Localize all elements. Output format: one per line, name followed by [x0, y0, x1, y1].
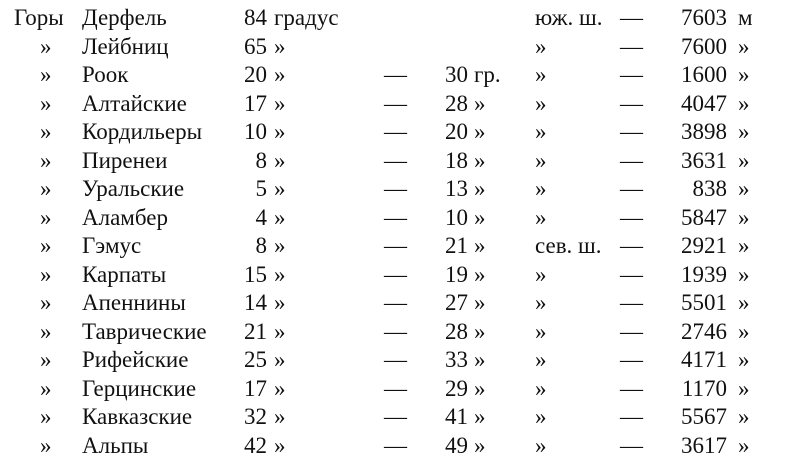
latitude-from: 8 [255, 148, 267, 173]
hemisphere: » [535, 119, 547, 144]
latitude-to: 29 [445, 376, 468, 401]
row-prefix: » [40, 148, 52, 173]
range-dash: — [384, 91, 407, 116]
height-unit: » [738, 34, 750, 59]
hemisphere: » [535, 433, 547, 458]
height-dash: — [620, 290, 643, 315]
range-dash: — [384, 233, 407, 258]
latitude-from: 32 [244, 404, 267, 429]
latitude-from: 20 [244, 62, 267, 87]
latitude-from-unit: » [274, 119, 286, 144]
height-unit: » [738, 91, 750, 116]
mountain-name: Рифейские [82, 347, 189, 372]
latitude-to-unit: » [474, 404, 486, 429]
latitude-to-unit: гр. [474, 62, 501, 87]
table-row [0, 175, 800, 203]
mountain-name: Аламбер [82, 205, 168, 230]
height-unit: » [738, 233, 750, 258]
height-unit: » [738, 262, 750, 287]
height-value: 2746 [681, 319, 727, 344]
height-value: 3898 [681, 119, 727, 144]
height-unit: » [738, 347, 750, 372]
height-dash: — [620, 205, 643, 230]
latitude-from-unit: » [274, 148, 286, 173]
latitude-to-unit: » [474, 319, 486, 344]
mountain-name: Герцинские [82, 376, 197, 401]
height-unit: м [738, 5, 753, 30]
table-row [0, 346, 800, 374]
latitude-to: 41 [445, 404, 468, 429]
latitude-to-unit: » [474, 376, 486, 401]
hemisphere: » [535, 34, 547, 59]
range-dash: — [384, 404, 407, 429]
latitude-from-unit: » [274, 290, 286, 315]
hemisphere: » [535, 262, 547, 287]
latitude-from: 10 [244, 119, 267, 144]
latitude-from: 21 [244, 319, 267, 344]
latitude-from-unit: » [274, 62, 286, 87]
latitude-from: 8 [255, 233, 267, 258]
height-dash: — [620, 319, 643, 344]
row-prefix: » [40, 233, 52, 258]
height-unit: » [738, 319, 750, 344]
hemisphere: » [535, 91, 547, 116]
hemisphere: » [535, 404, 547, 429]
row-prefix: » [40, 91, 52, 116]
hemisphere: » [535, 290, 547, 315]
row-prefix: » [40, 347, 52, 372]
hemisphere: юж. ш. [535, 5, 603, 30]
height-dash: — [620, 433, 643, 458]
row-prefix: » [40, 319, 52, 344]
range-dash: — [384, 205, 407, 230]
latitude-from: 42 [244, 433, 267, 458]
mountain-name: Таврические [82, 319, 207, 344]
height-dash: — [620, 404, 643, 429]
row-prefix: Горы [14, 5, 64, 30]
table-row [0, 261, 800, 289]
latitude-to: 28 [445, 91, 468, 116]
range-dash: — [384, 433, 407, 458]
latitude-from: 17 [244, 91, 267, 116]
table-row [0, 118, 800, 146]
height-value: 838 [692, 176, 727, 201]
row-prefix: » [40, 176, 52, 201]
height-value: 4047 [681, 91, 727, 116]
mountain-name: Гэмус [82, 233, 142, 258]
range-dash: — [384, 119, 407, 144]
height-dash: — [620, 262, 643, 287]
row-prefix: » [40, 433, 52, 458]
height-dash: — [620, 376, 643, 401]
row-prefix: » [40, 376, 52, 401]
hemisphere: » [535, 319, 547, 344]
height-dash: — [620, 148, 643, 173]
hemisphere: сев. ш. [535, 233, 602, 258]
mountain-name: Карпаты [82, 262, 167, 287]
table-row [0, 147, 800, 175]
mountain-name: Кавказские [82, 404, 193, 429]
row-prefix: » [40, 290, 52, 315]
latitude-to: 21 [445, 233, 468, 258]
latitude-from: 65 [244, 34, 267, 59]
latitude-to: 13 [445, 176, 468, 201]
mountain-name: Дерфель [82, 5, 167, 30]
height-value: 5501 [681, 290, 727, 315]
height-dash: — [620, 119, 643, 144]
mountain-name: Алтайские [82, 91, 187, 116]
latitude-from: 17 [244, 376, 267, 401]
latitude-from-unit: » [274, 404, 286, 429]
table-row [0, 232, 800, 260]
latitude-from-unit: » [274, 205, 286, 230]
latitude-from-unit: градус [274, 5, 339, 30]
height-unit: » [738, 404, 750, 429]
height-unit: » [738, 62, 750, 87]
height-value: 1600 [681, 62, 727, 87]
range-dash: — [384, 376, 407, 401]
row-prefix: » [40, 62, 52, 87]
hemisphere: » [535, 176, 547, 201]
height-unit: » [738, 290, 750, 315]
latitude-to-unit: » [474, 119, 486, 144]
latitude-from: 84 [244, 5, 267, 30]
height-value: 2921 [681, 233, 727, 258]
latitude-from-unit: » [274, 376, 286, 401]
height-value: 5847 [681, 205, 727, 230]
table-row [0, 318, 800, 346]
latitude-to-unit: » [474, 433, 486, 458]
latitude-to: 19 [445, 262, 468, 287]
range-dash: — [384, 176, 407, 201]
latitude-to: 28 [445, 319, 468, 344]
height-dash: — [620, 176, 643, 201]
latitude-to: 33 [445, 347, 468, 372]
latitude-from-unit: » [274, 233, 286, 258]
table-row [0, 432, 800, 460]
height-dash: — [620, 34, 643, 59]
hemisphere: » [535, 376, 547, 401]
height-dash: — [620, 62, 643, 87]
mountain-name: Роок [82, 62, 129, 87]
table-row [0, 403, 800, 431]
hemisphere: » [535, 347, 547, 372]
height-unit: » [738, 376, 750, 401]
latitude-to-unit: » [474, 91, 486, 116]
latitude-from: 15 [244, 262, 267, 287]
latitude-to-unit: » [474, 262, 486, 287]
height-dash: — [620, 91, 643, 116]
row-prefix: » [40, 119, 52, 144]
latitude-to: 10 [445, 205, 468, 230]
range-dash: — [384, 319, 407, 344]
latitude-from-unit: » [274, 319, 286, 344]
height-unit: » [738, 148, 750, 173]
latitude-from-unit: » [274, 347, 286, 372]
table-row [0, 90, 800, 118]
row-prefix: » [40, 262, 52, 287]
height-unit: » [738, 176, 750, 201]
hemisphere: » [535, 205, 547, 230]
latitude-from: 5 [255, 176, 267, 201]
range-dash: — [384, 290, 407, 315]
row-prefix: » [40, 205, 52, 230]
latitude-from-unit: » [274, 262, 286, 287]
height-value: 5567 [681, 404, 727, 429]
mountain-name: Кордильеры [82, 119, 203, 144]
latitude-from-unit: » [274, 91, 286, 116]
mountain-name: Апеннины [82, 290, 186, 315]
height-dash: — [620, 347, 643, 372]
table-row [0, 204, 800, 232]
latitude-to: 18 [445, 148, 468, 173]
mountain-name: Пиренеи [82, 148, 168, 173]
latitude-to: 20 [445, 119, 468, 144]
latitude-from-unit: » [274, 433, 286, 458]
latitude-from-unit: » [274, 176, 286, 201]
height-dash: — [620, 5, 643, 30]
height-dash: — [620, 233, 643, 258]
latitude-from: 14 [244, 290, 267, 315]
latitude-to-unit: » [474, 233, 486, 258]
latitude-to: 49 [445, 433, 468, 458]
mountain-name: Альпы [82, 433, 149, 458]
height-value: 7603 [681, 5, 727, 30]
table-row [0, 375, 800, 403]
height-value: 3617 [681, 433, 727, 458]
hemisphere: » [535, 62, 547, 87]
table-row [0, 4, 800, 32]
row-prefix: » [40, 404, 52, 429]
latitude-to: 30 [445, 62, 468, 87]
height-unit: » [738, 205, 750, 230]
table-row [0, 61, 800, 89]
range-dash: — [384, 262, 407, 287]
table-row [0, 289, 800, 317]
latitude-to-unit: » [474, 347, 486, 372]
latitude-to-unit: » [474, 176, 486, 201]
latitude-to-unit: » [474, 205, 486, 230]
latitude-from: 25 [244, 347, 267, 372]
height-unit: » [738, 119, 750, 144]
table-row [0, 33, 800, 61]
height-unit: » [738, 433, 750, 458]
latitude-from: 4 [255, 205, 267, 230]
hemisphere: » [535, 148, 547, 173]
latitude-to-unit: » [474, 148, 486, 173]
height-value: 1939 [681, 262, 727, 287]
latitude-from-unit: » [274, 34, 286, 59]
height-value: 3631 [681, 148, 727, 173]
range-dash: — [384, 62, 407, 87]
mountain-name: Лейбниц [82, 34, 169, 59]
height-value: 1170 [681, 376, 727, 401]
row-prefix: » [40, 34, 52, 59]
range-dash: — [384, 148, 407, 173]
mountain-name: Уральские [82, 176, 185, 201]
height-value: 4171 [681, 347, 727, 372]
latitude-to-unit: » [474, 290, 486, 315]
height-value: 7600 [681, 34, 727, 59]
range-dash: — [384, 347, 407, 372]
latitude-to: 27 [445, 290, 468, 315]
